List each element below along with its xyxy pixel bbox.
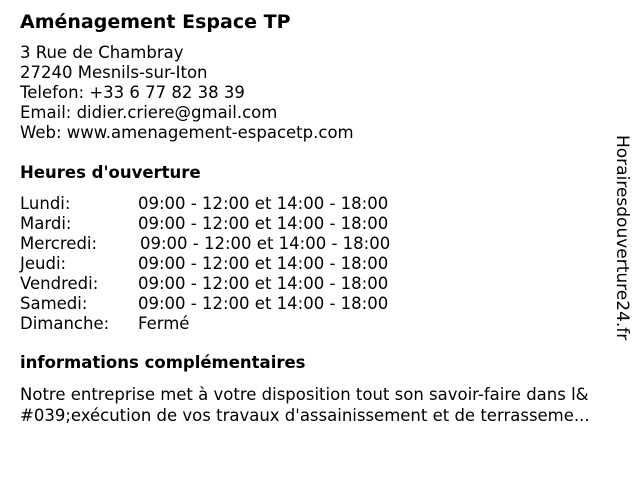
description-line: Notre entreprise met à votre disposition tout son savoir-faire dans l&	[20, 385, 589, 404]
time-range: Fermé	[138, 314, 190, 333]
site-watermark: Horairesdouverture24.fr	[612, 135, 632, 341]
day-label: Mercredi:	[20, 234, 98, 253]
phone-number: Telefon: +33 6 77 82 38 39	[20, 83, 245, 102]
time-range: 09:00 - 12:00 et 14:00 - 18:00	[138, 214, 389, 233]
time-range: 09:00 - 12:00 et 14:00 - 18:00	[138, 294, 389, 313]
email-address: Email: didier.criere@gmail.com	[20, 103, 278, 122]
day-label: Samedi:	[20, 294, 88, 313]
opening-hours-heading: Heures d'ouverture	[20, 163, 201, 182]
day-label: Lundi:	[20, 194, 71, 213]
time-range: 09:00 - 12:00 et 14:00 - 18:00	[138, 254, 389, 273]
business-name: Aménagement Espace TP	[20, 11, 291, 33]
day-label: Vendredi:	[20, 274, 99, 293]
street-address: 3 Rue de Chambray	[20, 43, 184, 62]
time-range: 09:00 - 12:00 et 14:00 - 18:00	[138, 274, 389, 293]
address-block	[20, 43, 354, 143]
time-range: 09:00 - 12:00 et 14:00 - 18:00	[140, 234, 391, 253]
additional-info-heading: informations complémentaires	[20, 353, 306, 372]
day-label: Dimanche:	[20, 314, 110, 333]
city-address: 27240 Mesnils-sur-Iton	[20, 63, 208, 82]
business-description	[20, 384, 620, 426]
description-line: #039;exécution de vos travaux d'assainissement et de terrasseme...	[20, 406, 590, 425]
day-label: Mardi:	[20, 214, 72, 233]
day-label: Jeudi:	[20, 254, 67, 273]
website-address: Web: www.amenagement-espacetp.com	[20, 123, 354, 142]
time-range: 09:00 - 12:00 et 14:00 - 18:00	[138, 194, 389, 213]
